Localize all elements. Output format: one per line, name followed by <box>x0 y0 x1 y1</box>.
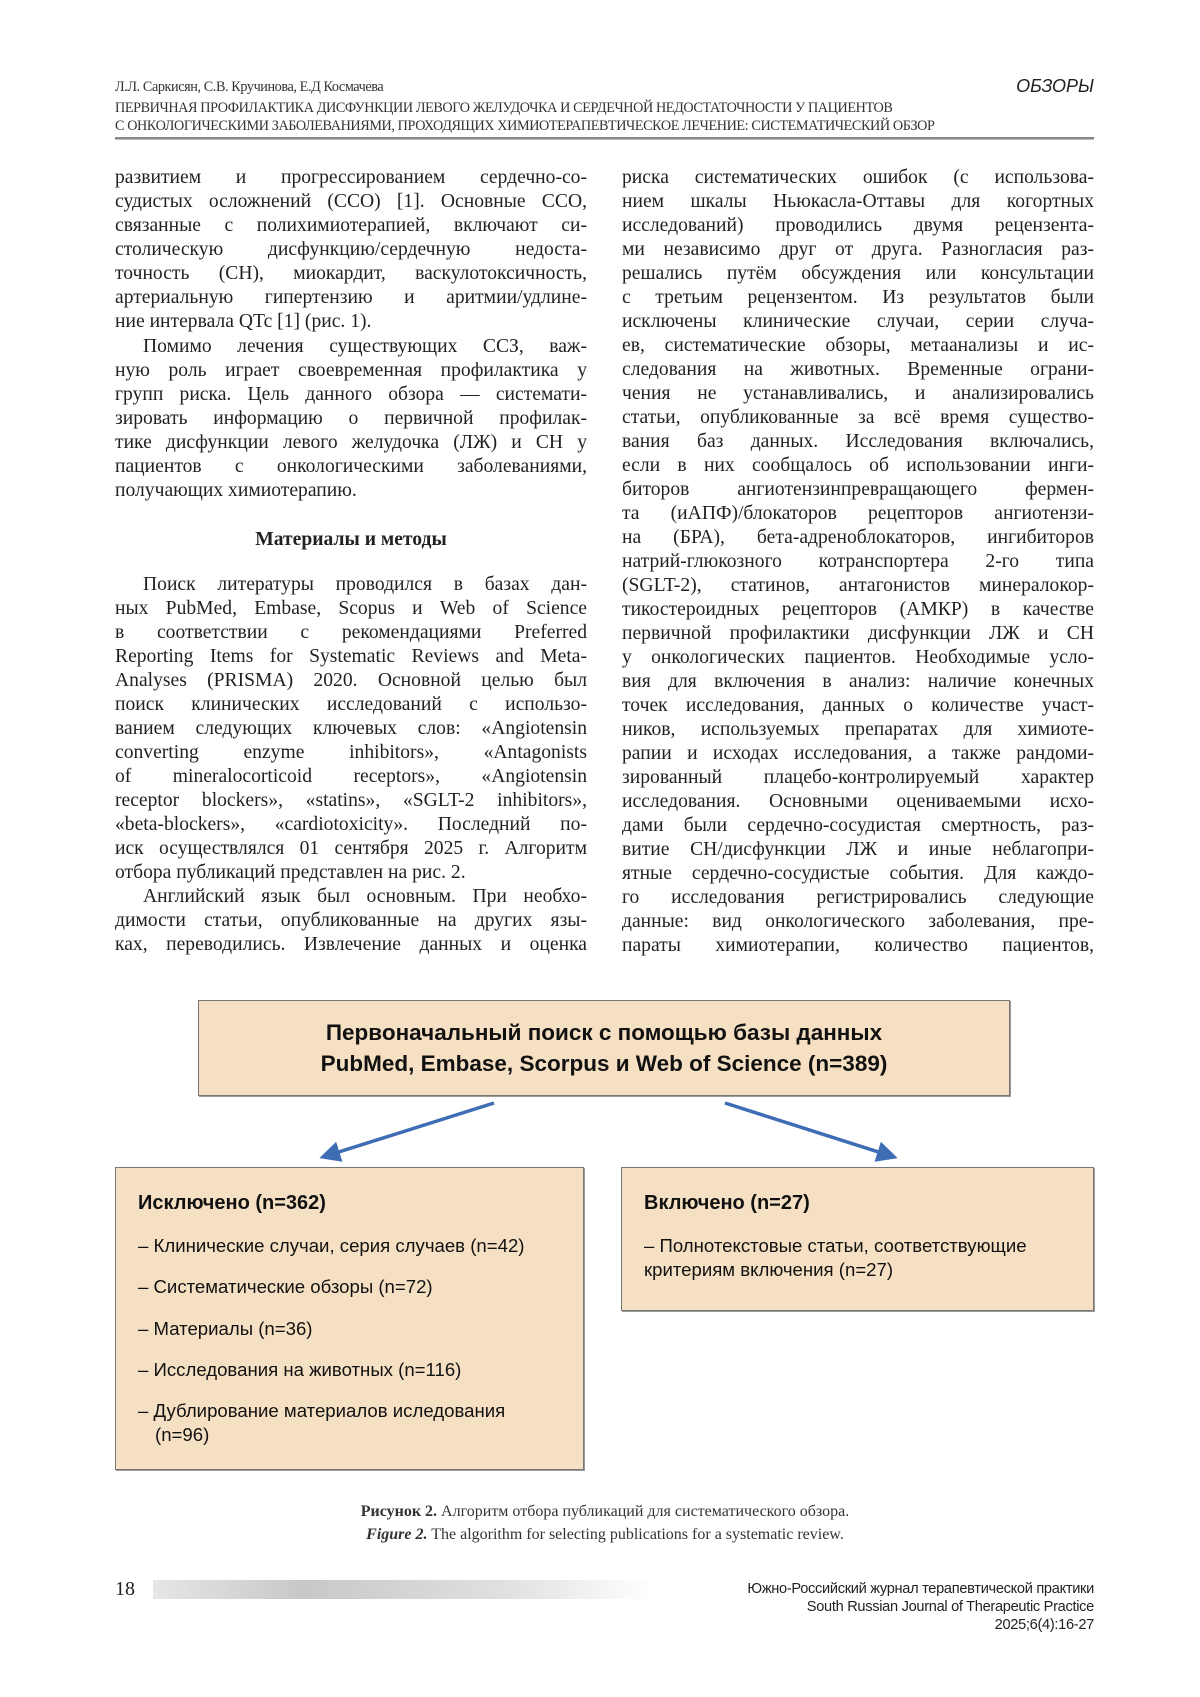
methods-heading: Материалы и методы <box>255 529 447 550</box>
figure-caption-ru <box>0 1501 1200 1523</box>
text-line: ках, переводились. Извлечение данных и оценка <box>115 934 587 955</box>
text-line: Analyses (PRISMA) 2020. Основной целью был <box>115 670 587 691</box>
arrow-to-excluded-icon <box>326 1103 494 1156</box>
text-line: ятные сердечно-сосудистые события. Для каждо- <box>622 863 1094 884</box>
text-line: поиск клинических исследований с использо- <box>115 694 587 715</box>
text-line: у онкологических пациентов. Необходимые усло- <box>622 647 1094 668</box>
text-line: ную роль играет своевременная профилактика у <box>115 360 587 381</box>
text-line: если в них сообщалось об использовании инги- <box>622 455 1094 476</box>
text-line: Поиск литературы проводился в базах дан- <box>143 574 587 595</box>
excluded-item: – Исследования на животных (n=116) <box>138 1359 462 1380</box>
excluded-item: – Дублирование материалов иследования <box>138 1400 506 1421</box>
text-line: дами были сердечно-сосудистая смертность, раз- <box>622 815 1094 836</box>
text-line: Помимо лечения существующих ССЗ, важ- <box>143 336 587 357</box>
text-line: тике дисфункции левого желудочка (ЛЖ) и СН у <box>115 432 587 453</box>
text-line: receptor blockers», «statins», «SGLT-2 inhibitors», <box>115 790 587 811</box>
initial-search-line2: PubMed, Embase, Scorpus и Web of Science (n=389) <box>320 1051 888 1076</box>
text-line: ников, используемых препаратах для химиоте- <box>622 719 1094 740</box>
text-line: нием шкалы Ньюкасла-Оттавы для когортных <box>622 191 1094 212</box>
figure-caption-en <box>0 1524 1200 1546</box>
running-header-title-2: С ОНКОЛОГИЧЕСКИМИ ЗАБОЛЕВАНИЯМИ, ПРОХОДЯЩИХ ХИМИОТЕРАПЕВТИЧЕСКОЕ ЛЕЧЕНИЕ: СИСТЕМАТИЧЕСКИЙ ОБЗОР <box>115 118 935 134</box>
excluded-title: Исключено (n=362) <box>138 1192 326 1214</box>
excluded-box <box>115 1167 584 1470</box>
excluded-item-continuation: (n=96) <box>155 1424 210 1445</box>
text-line: зированный плацебо-контролируемый характер <box>622 767 1094 788</box>
text-line: столическую дисфункцию/сердечную недоста- <box>115 239 587 260</box>
included-title: Включено (n=27) <box>644 1192 810 1214</box>
journal-name-ru: Южно-Российский журнал терапевтической практики <box>747 1581 1094 1597</box>
text-line: групп риска. Цель данного обзора — системати- <box>115 384 587 405</box>
text-line: натрий-глюкозного котранспортера 2-го типа <box>622 551 1094 572</box>
text-line: с третьим рецензентом. Из результатов были <box>622 287 1094 308</box>
text-line: та (иАПФ)/блокаторов рецепторов ангиотензи- <box>622 503 1094 524</box>
text-line: точек исследования, данных о количестве участ- <box>622 695 1094 716</box>
section-label: ОБЗОРЫ <box>1016 76 1094 96</box>
page-number: 18 <box>115 1578 135 1600</box>
included-text-line1: – Полнотекстовые статьи, соответствующие <box>644 1235 1027 1256</box>
text-line: пациентов с онкологическими заболеваниями, <box>115 456 587 477</box>
text-line: тикостероидных рецепторов (АМКР) в качестве <box>622 599 1094 620</box>
text-line: связанные с полихимиотерапией, включают си- <box>115 215 587 236</box>
included-text-line2: критериям включения (n=27) <box>644 1259 894 1280</box>
running-header-title-1: ПЕРВИЧНАЯ ПРОФИЛАКТИКА ДИСФУНКЦИИ ЛЕВОГО ЖЕЛУДОЧКА И СЕРДЕЧНОЙ НЕДОСТАТОЧНОСТИ У ПАЦИЕНТОВ <box>115 100 893 116</box>
text-line: (SGLT-2), статинов, антагонистов минералокор- <box>622 575 1094 596</box>
text-line: Reporting Items for Systematic Reviews and Meta- <box>115 646 587 667</box>
text-line: исключены клинические случаи, серии случа- <box>622 311 1094 332</box>
text-line: данные: вид онкологического заболевания, пре- <box>622 911 1094 932</box>
journal-name-en: South Russian Journal of Therapeutic Practice <box>806 1599 1094 1615</box>
footer-gradient-bar <box>153 1580 653 1599</box>
text-line: статьи, опубликованные за всё время существо- <box>622 407 1094 428</box>
text-line: в соответствии с рекомендациями Preferred <box>115 622 587 643</box>
text-line: го исследования регистрировались следующие <box>622 887 1094 908</box>
text-line: рапии и исходах исследования, а также рандоми- <box>622 743 1094 764</box>
journal-citation: 2025;6(4):16-27 <box>994 1617 1094 1633</box>
text-line: следования на животных. Временные ограни- <box>622 359 1094 380</box>
excluded-item: – Клинические случаи, серия случаев (n=42) <box>138 1235 525 1256</box>
text-line: развитием и прогрессированием сердечно-со- <box>115 167 587 188</box>
caption-ru-label: Рисунок 2. <box>360 1503 438 1520</box>
caption-en-text: The algorithm for selecting publications for a systematic review. <box>427 1526 844 1543</box>
text-line: риска систематических ошибок (с использова- <box>622 167 1094 188</box>
arrow-to-included-icon <box>725 1103 891 1156</box>
text-line: артериальную гипертензию и аритмии/удлине- <box>115 287 587 308</box>
text-line: ми независимо друг от друга. Разногласия раз- <box>622 239 1094 260</box>
text-line: ние интервала QTc [1] (рис. 1). <box>115 311 372 332</box>
excluded-item: – Материалы (n=36) <box>138 1318 313 1339</box>
text-line: исследования. Основными оцениваемыми исхо- <box>622 791 1094 812</box>
text-line: точность (СН), миокардит, васкулотоксичность, <box>115 263 587 284</box>
text-line: исследований) проводились двумя рецензента- <box>622 215 1094 236</box>
text-line: димости статьи, опубликованные на других язы- <box>115 910 587 931</box>
text-line: судистых осложнений (ССО) [1]. Основные ССО, <box>115 191 587 212</box>
text-line: иск осуществлялся 01 сентября 2025 г. Алгоритм <box>115 838 587 859</box>
text-line: ванием следующих ключевых слов: «Angiotensin <box>115 718 587 739</box>
excluded-item: – Систематические обзоры (n=72) <box>138 1276 433 1297</box>
text-line: параты химиотерапии, количество пациентов, <box>622 935 1094 956</box>
caption-en-label: Figure 2. <box>366 1526 428 1543</box>
text-line: на (БРА), бета-адреноблокаторов, ингибиторов <box>622 527 1094 548</box>
included-box <box>621 1167 1094 1311</box>
text-line: решались путём обсуждения или консультации <box>622 263 1094 284</box>
text-line: ных PubMed, Embase, Scopus и Web of Science <box>115 598 587 619</box>
text-line: converting enzyme inhibitors», «Antagonists <box>115 742 587 763</box>
text-line: вания баз данных. Исследования включались, <box>622 431 1094 452</box>
running-header-authors: Л.Л. Саркисян, С.В. Кручинова, Е.Д Космачева <box>115 79 384 95</box>
text-line: чения не устанавливались, и анализировались <box>622 383 1094 404</box>
text-line: получающих химиотерапию. <box>115 480 357 501</box>
text-line: «beta-blockers», «cardiotoxicity». Последний по- <box>115 814 587 835</box>
text-line: первичной профилактики дисфункции ЛЖ и СН <box>622 623 1094 644</box>
text-line: Английский язык был основным. При необхо- <box>143 886 587 907</box>
text-line: биторов ангиотензинпревращающего фермен- <box>622 479 1094 500</box>
text-line: of mineralocorticoid receptors», «Angiotensin <box>115 766 587 787</box>
text-line: вия для включения в анализ: наличие конечных <box>622 671 1094 692</box>
initial-search-line1: Первоначальный поиск с помощью базы данных <box>325 1020 883 1045</box>
caption-ru-text: Алгоритм отбора публикаций для систематического обзора. <box>437 1503 850 1520</box>
text-line: зировать информацию о первичной профилак- <box>115 408 587 429</box>
text-line: ев, систематические обзоры, метаанализы и ис- <box>622 335 1094 356</box>
text-line: отбора публикаций представлен на рис. 2. <box>115 862 466 883</box>
text-line: витие СН/дисфункции ЛЖ и иные неблагопри- <box>622 839 1094 860</box>
